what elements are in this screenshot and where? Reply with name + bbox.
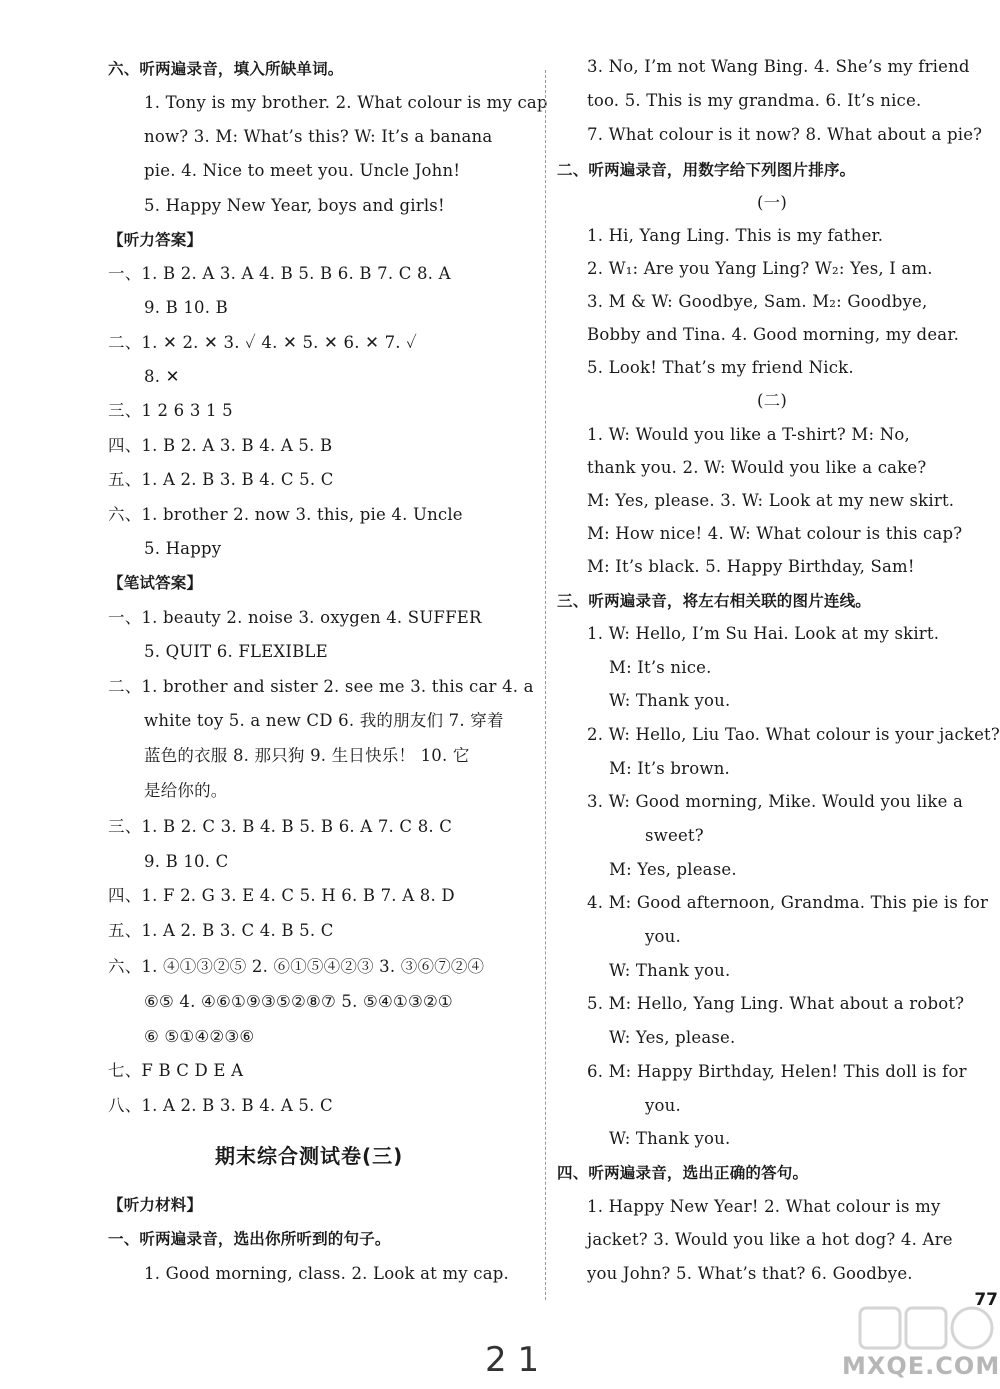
text-line: 9. B 10. C — [144, 852, 229, 871]
text-line: ⑥⑤ 4. ④⑥①⑨③⑤②⑧⑦ 5. ⑤④①③②① — [144, 992, 453, 1011]
text-line: 5. Happy New Year, boys and girls! — [144, 196, 445, 215]
text-line: sweet? — [645, 826, 704, 845]
text-line: 4. M: Good afternoon, Grandma. This pie is for — [587, 893, 989, 912]
section-heading: 四、听两遍录音，选出正确的答句。 — [557, 1164, 809, 1182]
text-line: jacket? 3. Would you like a hot dog? 4. Are — [587, 1230, 953, 1249]
text-line: 六、1. ④①③②⑤ 2. ⑥①⑤④②③ 3. ③⑥⑦②④ — [108, 957, 485, 976]
text-line: thank you. 2. W: Would you like a cake? — [587, 458, 927, 477]
text-line: 2. W₁: Are you Yang Ling? W₂: Yes, I am. — [587, 259, 933, 278]
text-line: 一、1. B 2. A 3. A 4. B 5. B 6. B 7. C 8. A — [108, 264, 451, 283]
text-line: W: Thank you. — [609, 961, 731, 980]
text-line: M: Yes, please. — [609, 860, 737, 879]
text-line: 八、1. A 2. B 3. B 4. A 5. C — [108, 1096, 333, 1115]
text-line: 六、1. brother 2. now 3. this, pie 4. Uncle — [108, 505, 463, 524]
text-line: 蓝色的衣服 8. 那只狗 9. 生日快乐！ 10. 它 — [144, 746, 470, 765]
section-heading: 三、听两遍录音，将左右相关联的图片连线。 — [557, 592, 872, 610]
text-line: M: Yes, please. 3. W: Look at my new skirt. — [587, 491, 955, 510]
text-line: 5. Happy — [144, 539, 222, 558]
page-number: 77 — [974, 1290, 998, 1310]
text-line: 1. Tony is my brother. 2. What colour is my cap — [144, 93, 548, 112]
text-line: you John? 5. What’s that? 6. Goodbye. — [587, 1264, 913, 1283]
text-line: 七、F B C D E A — [108, 1061, 244, 1080]
handwritten-note: 2 1 — [485, 1340, 540, 1380]
text-line: 1. W: Hello, I’m Su Hai. Look at my skirt. — [587, 624, 940, 643]
text-line: 3. No, I’m not Wang Bing. 4. She’s my friend — [587, 57, 970, 76]
text-line: W: Yes, please. — [609, 1028, 736, 1047]
text-line: 1. Happy New Year! 2. What colour is my — [587, 1197, 941, 1216]
text-line: 5. Look! That’s my friend Nick. — [587, 358, 854, 377]
text-line: 一、1. beauty 2. noise 3. oxygen 4. SUFFER — [108, 608, 482, 627]
text-line: white toy 5. a new CD 6. 我的朋友们 7. 穿着 — [144, 711, 504, 730]
section-title: 期末综合测试卷(三) — [215, 1144, 404, 1168]
section-heading: 一、听两遍录音，选出你所听到的句子。 — [108, 1230, 391, 1248]
text-line: 3. M & W: Goodbye, Sam. M₂: Goodbye, — [587, 292, 928, 311]
text-line: pie. 4. Nice to meet you. Uncle John! — [144, 161, 461, 180]
text-line: now? 3. M: What’s this? W: It’s a banana — [144, 127, 493, 146]
text-line: 3. W: Good morning, Mike. Would you like a — [587, 792, 964, 811]
text-line: 三、1. B 2. C 3. B 4. B 5. B 6. A 7. C 8. C — [108, 817, 453, 836]
text-line: 6. M: Happy Birthday, Helen! This doll is for — [587, 1062, 967, 1081]
text-line: 2. W: Hello, Liu Tao. What colour is your jacket? — [587, 725, 1000, 744]
text-line: M: It’s nice. — [609, 658, 712, 677]
text-line: 是给你的。 — [144, 781, 228, 800]
text-line: 9. B 10. B — [144, 298, 228, 317]
text-line: 5. M: Hello, Yang Ling. What about a robot? — [587, 994, 965, 1013]
text-line: 三、1 2 6 3 1 5 — [108, 401, 233, 420]
text-line: W: Thank you. — [609, 1129, 731, 1148]
text-line: (一) — [757, 193, 787, 212]
text-line: M: It’s black. 5. Happy Birthday, Sam! — [587, 557, 915, 576]
text-line: 1. Good morning, class. 2. Look at my cap. — [144, 1264, 509, 1283]
section-heading: 二、听两遍录音，用数字给下列图片排序。 — [557, 161, 856, 179]
text-line: you. — [645, 927, 681, 946]
text-line: 五、1. A 2. B 3. C 4. B 5. C — [108, 921, 334, 940]
section-heading: 【听力材料】 — [108, 1196, 203, 1214]
text-line: you. — [645, 1096, 681, 1115]
text-line: ⑥ ⑤①④②③⑥ — [144, 1027, 255, 1046]
text-line: W: Thank you. — [609, 691, 731, 710]
text-line: (二) — [757, 391, 787, 410]
text-line: too. 5. This is my grandma. 6. It’s nice. — [587, 91, 922, 110]
text-line: 二、1. brother and sister 2. see me 3. this car 4. a — [108, 677, 534, 696]
text-line: 8. ✕ — [144, 367, 180, 386]
text-line: 四、1. B 2. A 3. B 4. A 5. B — [108, 436, 333, 455]
watermark-text: MXQE.COM — [842, 1352, 1000, 1380]
section-heading: 六、听两遍录音，填入所缺单词。 — [108, 60, 344, 78]
text-line: 7. What colour is it now? 8. What about a pie? — [587, 125, 983, 144]
text-line: 五、1. A 2. B 3. B 4. C 5. C — [108, 470, 334, 489]
text-line: 二、1. ✕ 2. ✕ 3. ✓ 4. ✕ 5. ✕ 6. ✕ 7. ✓ — [108, 333, 417, 352]
text-line: M: How nice! 4. W: What colour is this cap? — [587, 524, 963, 543]
section-heading: 【笔试答案】 — [108, 574, 203, 592]
text-line: 1. Hi, Yang Ling. This is my father. — [587, 226, 884, 245]
text-line: 5. QUIT 6. FLEXIBLE — [144, 642, 328, 661]
text-line: Bobby and Tina. 4. Good morning, my dear. — [587, 325, 960, 344]
column-divider — [545, 70, 546, 1300]
text-line: M: It’s brown. — [609, 759, 730, 778]
text-line: 四、1. F 2. G 3. E 4. C 5. H 6. B 7. A 8. D — [108, 886, 455, 905]
text-line: 1. W: Would you like a T-shirt? M: No, — [587, 425, 910, 444]
section-heading: 【听力答案】 — [108, 231, 203, 249]
